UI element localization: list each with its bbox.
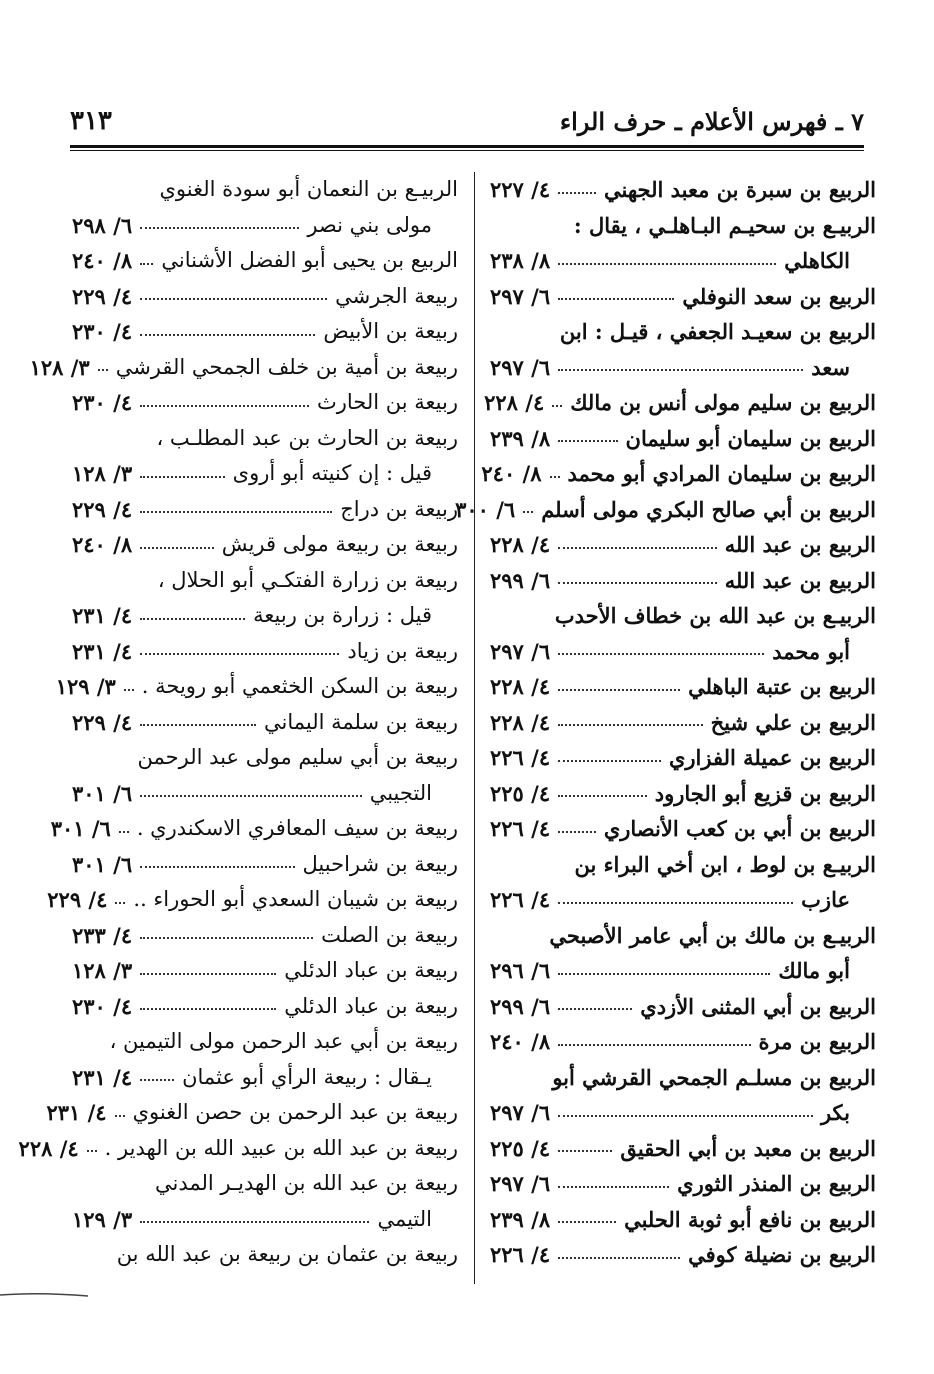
- index-entry: [72, 1237, 458, 1273]
- index-entry: [72, 989, 458, 1025]
- entry-reference: ٦/ ٣٠١: [50, 816, 111, 841]
- entry-reference: ٨/ ٢٣٩: [490, 425, 551, 451]
- entry-name: أبو مالك: [778, 958, 850, 983]
- entry-reference: ٦/ ٣٠١: [72, 851, 133, 877]
- entry-name: عازب: [801, 887, 850, 912]
- index-entry: [72, 492, 458, 528]
- index-entry: [47, 882, 458, 918]
- entry-name: ربيعة الجرشي: [335, 283, 458, 308]
- entry-reference: ٨/ ٢٤٠: [490, 1029, 551, 1054]
- entry-name: التجيبي: [369, 780, 432, 805]
- leader-dots: [558, 257, 776, 265]
- index-entry: [72, 740, 458, 776]
- header-rule-thin: [70, 150, 864, 151]
- leader-dots: [558, 896, 793, 904]
- entry-reference: ٤/ ٢٣٠: [72, 390, 133, 415]
- leader-dots: [140, 328, 315, 336]
- entry-name: ربيعة بن دراج: [340, 496, 458, 521]
- index-entry-continuation: [72, 776, 458, 812]
- index-entry: [490, 314, 876, 350]
- index-entry: [72, 634, 458, 670]
- leader-dots: [140, 647, 339, 655]
- index-entry: [490, 598, 876, 634]
- index-entry-continuation: [72, 1060, 458, 1096]
- entry-reference: ٤/ ٢٢٨: [484, 390, 545, 415]
- index-entry: [72, 314, 458, 350]
- entry-name: الربيع بن قزيع أبو الجارود: [654, 780, 876, 806]
- index-entry: [490, 421, 876, 457]
- entry-name: ربيعة بن سلمة اليماني: [264, 709, 458, 734]
- entry-name: ربيعة بن شراحبيل: [302, 851, 458, 876]
- index-entry: [72, 563, 458, 599]
- index-entry-continuation: [490, 953, 876, 989]
- entry-reference: ٤/ ٢٢٨: [490, 674, 551, 699]
- leader-dots: [558, 541, 717, 549]
- entry-name: ربيعة بن عباد الدئلي: [284, 993, 458, 1018]
- entry-reference: ٦/ ٢٩٨: [72, 212, 133, 238]
- entry-name: الربيع بن مرة: [758, 1029, 876, 1054]
- entry-name: الربيع بن سعيـد الجعفي ، قيـل : ابن: [559, 319, 876, 344]
- leader-dots: [140, 718, 256, 726]
- index-entry-continuation: [490, 350, 876, 386]
- leader-dots: [140, 541, 214, 549]
- entry-reference: ٤/ ٢٣٣: [72, 922, 133, 948]
- entry-name: الربيع بن عميلة الفزاري: [668, 745, 876, 770]
- index-entry: [50, 811, 458, 847]
- entry-name: أبو محمد: [772, 638, 850, 664]
- entry-name: الربيع بن عتبة الباهلي: [688, 674, 876, 699]
- index-entry-continuation: [490, 634, 876, 670]
- entry-reference: ٤/ ٢٣١: [72, 603, 133, 628]
- entry-name: التيمي: [377, 1206, 432, 1231]
- index-entry-continuation: [72, 598, 458, 634]
- entry-reference: ٤/ ٢٢٨: [490, 709, 551, 735]
- entry-reference: ٦/ ٢٩٩: [490, 993, 551, 1019]
- leader-dots: [98, 363, 108, 371]
- entry-name: ربيعة بن الحارث: [317, 390, 458, 414]
- leader-dots: [140, 505, 332, 513]
- leader-dots: [119, 825, 129, 833]
- leader-dots: [140, 612, 245, 620]
- index-entry: [490, 563, 876, 599]
- index-entry: [72, 705, 458, 741]
- leader-dots: [558, 1251, 680, 1259]
- header-rule: [70, 145, 864, 148]
- index-entry: [72, 918, 458, 954]
- index-entry: [455, 492, 876, 528]
- entry-reference: ٨/ ٢٤٠: [481, 461, 542, 486]
- entry-name: قيل : إن كنيته أبو أروى: [232, 461, 432, 485]
- leader-dots: [558, 754, 661, 762]
- entry-reference: ٣/ ١٢٨: [72, 958, 133, 983]
- leader-dots: [140, 1073, 174, 1081]
- entry-name: سعد: [811, 354, 850, 380]
- entry-reference: ٣/ ١٢٩: [72, 1206, 133, 1232]
- entry-name: ربيعة بن عبد الله بن عبيد الله بن الهدير .: [104, 1135, 458, 1160]
- entry-reference: ٨/ ٢٣٩: [490, 1206, 551, 1232]
- index-entry: [481, 456, 876, 492]
- leader-dots: [558, 363, 803, 371]
- index-entry: [72, 421, 458, 457]
- entry-name: الكاهلي: [784, 248, 850, 273]
- entry-reference: ٦/ ٢٩٧: [490, 1100, 551, 1125]
- entry-name: الربيـع بن سحيـم البـاهلـي ، يقال :: [573, 212, 876, 238]
- entry-reference: ٤/ ٢٢٩: [47, 887, 108, 912]
- entry-name: الربيـع بن عبد الله بن خطاف الأحدب: [554, 603, 876, 628]
- page-header: [70, 96, 864, 136]
- index-entry: [72, 953, 458, 989]
- entry-reference: ٤/ ٢٢٦: [490, 816, 551, 841]
- leader-dots: [558, 967, 770, 975]
- index-entry: [490, 1237, 876, 1273]
- leader-dots: [552, 399, 562, 407]
- leader-dots: [140, 860, 294, 868]
- leader-dots: [124, 683, 134, 691]
- leader-dots: [140, 789, 362, 797]
- index-entry: [18, 1131, 458, 1167]
- leader-dots: [140, 399, 309, 407]
- entry-name: الربيع بن سعد النوفلي: [682, 283, 876, 309]
- entry-name: الربيـع بن النعمان أبو سودة الغنوي: [159, 177, 458, 201]
- entry-name: يـقال : ربيعة الرأي أبو عثمان: [182, 1064, 432, 1089]
- entry-name: الربيع بن نضيلة كوفي: [688, 1242, 876, 1267]
- entry-reference: ٤/ ٢٣٠: [72, 319, 133, 344]
- entry-name: ربيعة بن ربيعة مولى قريش: [221, 532, 458, 556]
- leader-dots: [558, 292, 674, 300]
- entry-name: الربيع بن سليمان أبو سليمان: [625, 425, 876, 451]
- leader-dots: [558, 1109, 813, 1117]
- index-entry: [490, 1060, 876, 1096]
- entry-reference: ٤/ ٢٢٩: [72, 283, 133, 309]
- index-entry: [72, 1166, 458, 1202]
- entry-name: ربيعة بن أبي سليم مولى عبد الرحمن: [137, 745, 458, 769]
- entry-reference: ٦/ ٢٩٧: [490, 1171, 551, 1196]
- entry-reference: ٤/ ٢٢٦: [490, 745, 551, 770]
- entry-name: الربيع بن يحيى أبو الفضل الأشناني: [161, 248, 458, 272]
- index-entry: [72, 243, 458, 279]
- entry-reference: ٣/ ١٢٨: [29, 354, 90, 380]
- column-divider: [474, 172, 475, 1284]
- entry-name: بكر: [820, 1100, 850, 1125]
- index-entry-continuation: [72, 456, 458, 492]
- index-entry: [72, 1024, 458, 1060]
- entry-reference: ٨/ ٢٤٠: [72, 532, 133, 557]
- index-entry: [490, 918, 876, 954]
- index-entry-continuation: [72, 1202, 458, 1238]
- index-column-left: [18, 172, 458, 1273]
- index-entry: [490, 705, 876, 741]
- index-entry-continuation: [490, 1095, 876, 1131]
- index-entry: [72, 172, 458, 208]
- leader-dots: [558, 1180, 669, 1188]
- index-entry-continuation: [490, 882, 876, 918]
- leader-dots: [558, 1144, 612, 1152]
- entry-name: ربيعة بن عثمان بن ربيعة بن عبد الله بن: [116, 1242, 458, 1266]
- leader-dots: [558, 718, 702, 726]
- entry-name: الربيع بن عبد الله: [724, 567, 876, 593]
- leader-dots: [558, 434, 617, 442]
- entry-name: الربيع بن سبرة بن معبد الجهني: [604, 177, 876, 202]
- entry-reference: ٣/ ١٢٨: [72, 461, 133, 486]
- entry-reference: ٤/ ٢٢٥: [490, 1135, 551, 1161]
- entry-name: الربيع بن أبي صالح البكري مولى أسلم: [541, 496, 876, 522]
- entry-reference: ٤/ ٢٢٨: [18, 1135, 79, 1161]
- entry-reference: ٦/ ٢٩٦: [490, 958, 551, 983]
- leader-dots: [558, 683, 680, 691]
- entry-reference: ٦/ ٣٠١: [72, 780, 133, 806]
- entry-reference: ٤/ ٢٣٠: [72, 993, 133, 1019]
- scan-stroke-mark: [0, 1290, 90, 1300]
- index-entry-continuation: [490, 243, 876, 279]
- entry-reference: ٦/ ٣٠٠: [455, 496, 516, 522]
- index-entry: [72, 527, 458, 563]
- running-title: ٧ ـ فهرس الأعلام ـ حرف الراء: [559, 107, 864, 136]
- index-entry: [72, 279, 458, 315]
- entry-name: مولى بني نصر: [307, 212, 432, 237]
- leader-dots: [550, 470, 560, 478]
- page-number: ٣١٣: [70, 106, 112, 136]
- entry-name: الربيع بن سليمان المرادي أبو محمد: [567, 461, 876, 486]
- entry-name: ربيعة بن الصلت: [321, 922, 458, 947]
- entry-name: الربيع بن أبي بن كعب الأنصاري: [603, 816, 876, 841]
- entry-reference: ٤/ ٢٢٥: [490, 780, 551, 806]
- entry-reference: ٤/ ٢٢٦: [490, 887, 551, 912]
- index-entry: [490, 740, 876, 776]
- entry-name: ربيعة بن سيف المعافري الاسكندري .: [136, 816, 458, 840]
- index-entry: [29, 350, 458, 386]
- index-entry: [484, 385, 876, 421]
- entry-reference: ٨/ ٢٣٨: [490, 248, 551, 273]
- index-entry: [72, 385, 458, 421]
- entry-reference: ٦/ ٢٩٧: [490, 354, 551, 380]
- entry-name: ربيعة بن الأبيض: [323, 319, 458, 343]
- entry-reference: ٤/ ٢٢٦: [490, 1242, 551, 1267]
- leader-dots: [140, 1215, 369, 1223]
- leader-dots: [558, 1002, 632, 1010]
- index-entry: [490, 989, 876, 1025]
- leader-dots: [140, 470, 225, 478]
- entry-name: ربيعة بن عبد الرحمن بن حصن الغنوي: [132, 1100, 458, 1124]
- index-entry: [490, 669, 876, 705]
- entry-name: ربيعة بن أمية بن خلف الجمحي القرشي: [115, 354, 458, 379]
- index-entry: [46, 1095, 458, 1131]
- leader-dots: [558, 825, 596, 833]
- entry-name: الربيع بن سليم مولى أنس بن مالك: [570, 390, 876, 415]
- entry-reference: ٨/ ٢٤٠: [72, 248, 133, 273]
- leader-dots: [558, 576, 717, 584]
- index-entry: [490, 1166, 876, 1202]
- index-entry: [490, 527, 876, 563]
- entry-reference: ٦/ ٢٩٩: [490, 567, 551, 593]
- entry-name: ربيعة بن شيبان السعدي أبو الحوراء ..: [133, 887, 458, 911]
- leader-dots: [558, 789, 647, 797]
- leader-dots: [558, 647, 764, 655]
- entry-name: ربيعة بن الحارث بن عبد المطلـب ،: [156, 425, 458, 450]
- index-entry: [55, 669, 458, 705]
- entry-name: الربيع بن المنذر الثوري: [677, 1171, 876, 1196]
- entry-reference: ٦/ ٢٩٧: [490, 638, 551, 664]
- index-entry: [490, 208, 876, 244]
- leader-dots: [523, 505, 533, 513]
- index-entry: [72, 847, 458, 883]
- entry-name: الربيع بن معبد بن أبي الحقيق: [620, 1135, 876, 1161]
- entry-reference: ٤/ ٢٣١: [72, 638, 133, 664]
- entry-name: ربيعة بن زياد: [347, 638, 458, 663]
- entry-name: ربيعة بن زرارة الفتكـي أبو الحلال ،: [157, 567, 458, 592]
- leader-dots: [140, 292, 327, 300]
- entry-name: ربيعة بن عباد الدئلي: [284, 958, 458, 982]
- entry-reference: ٤/ ٢٢٩: [72, 496, 133, 522]
- index-entry: [490, 1131, 876, 1167]
- leader-dots: [558, 1038, 750, 1046]
- index-entry: [490, 847, 876, 883]
- leader-dots: [140, 967, 276, 975]
- index-entry: [490, 776, 876, 812]
- entry-reference: ٤/ ٢٣١: [72, 1064, 133, 1090]
- entry-name: الربيع بن عبد الله: [724, 532, 876, 557]
- entry-name: الربيع بن مسلـم الجمحي القرشي أبو: [552, 1064, 876, 1090]
- leader-dots: [115, 1109, 125, 1117]
- entry-reference: ٤/ ٢٢٩: [72, 709, 133, 735]
- entry-reference: ٦/ ٢٩٧: [490, 283, 551, 309]
- leader-dots: [115, 896, 125, 904]
- index-entry: [490, 1024, 876, 1060]
- entry-name: ربيعة بن السكن الخثعمي أبو رويحة .: [141, 674, 458, 698]
- leader-dots: [140, 257, 153, 265]
- entry-name: الربيع بن علي شيخ: [710, 709, 876, 735]
- index-entry-continuation: [72, 208, 458, 244]
- entry-name: قيل : زرارة بن ربيعة: [253, 603, 432, 627]
- entry-reference: ٤/ ٢٣١: [46, 1100, 107, 1125]
- leader-dots: [140, 931, 313, 939]
- entry-reference: ٤/ ٢٢٧: [490, 177, 551, 202]
- entry-reference: ٤/ ٢٢٨: [490, 532, 551, 557]
- entry-name: الربيـع بن مالك بن أبي عامر الأصبحي: [549, 922, 876, 948]
- entry-name: ربيعة بن عبد الله بن الهديـر المدني: [154, 1171, 458, 1195]
- leader-dots: [558, 1215, 616, 1223]
- entry-name: الربيع بن أبي المثنى الأزدي: [640, 993, 876, 1019]
- index-entry: [490, 279, 876, 315]
- entry-name: الربيـع بن لوط ، ابن أخي البراء بن: [574, 851, 876, 877]
- leader-dots: [140, 221, 299, 229]
- index-entry: [490, 1202, 876, 1238]
- index-entry: [490, 172, 876, 208]
- leader-dots: [558, 186, 596, 194]
- leader-dots: [87, 1144, 97, 1152]
- leader-dots: [140, 1002, 276, 1010]
- entry-name: ربيعة بن أبي عبد الرحمن مولى التيمين ،: [109, 1029, 458, 1053]
- index-entry: [490, 811, 876, 847]
- index-column-right: [455, 172, 876, 1273]
- entry-name: الربيع بن نافع أبو ثوبة الحلبي: [624, 1206, 876, 1232]
- entry-reference: ٣/ ١٢٩: [55, 674, 116, 699]
